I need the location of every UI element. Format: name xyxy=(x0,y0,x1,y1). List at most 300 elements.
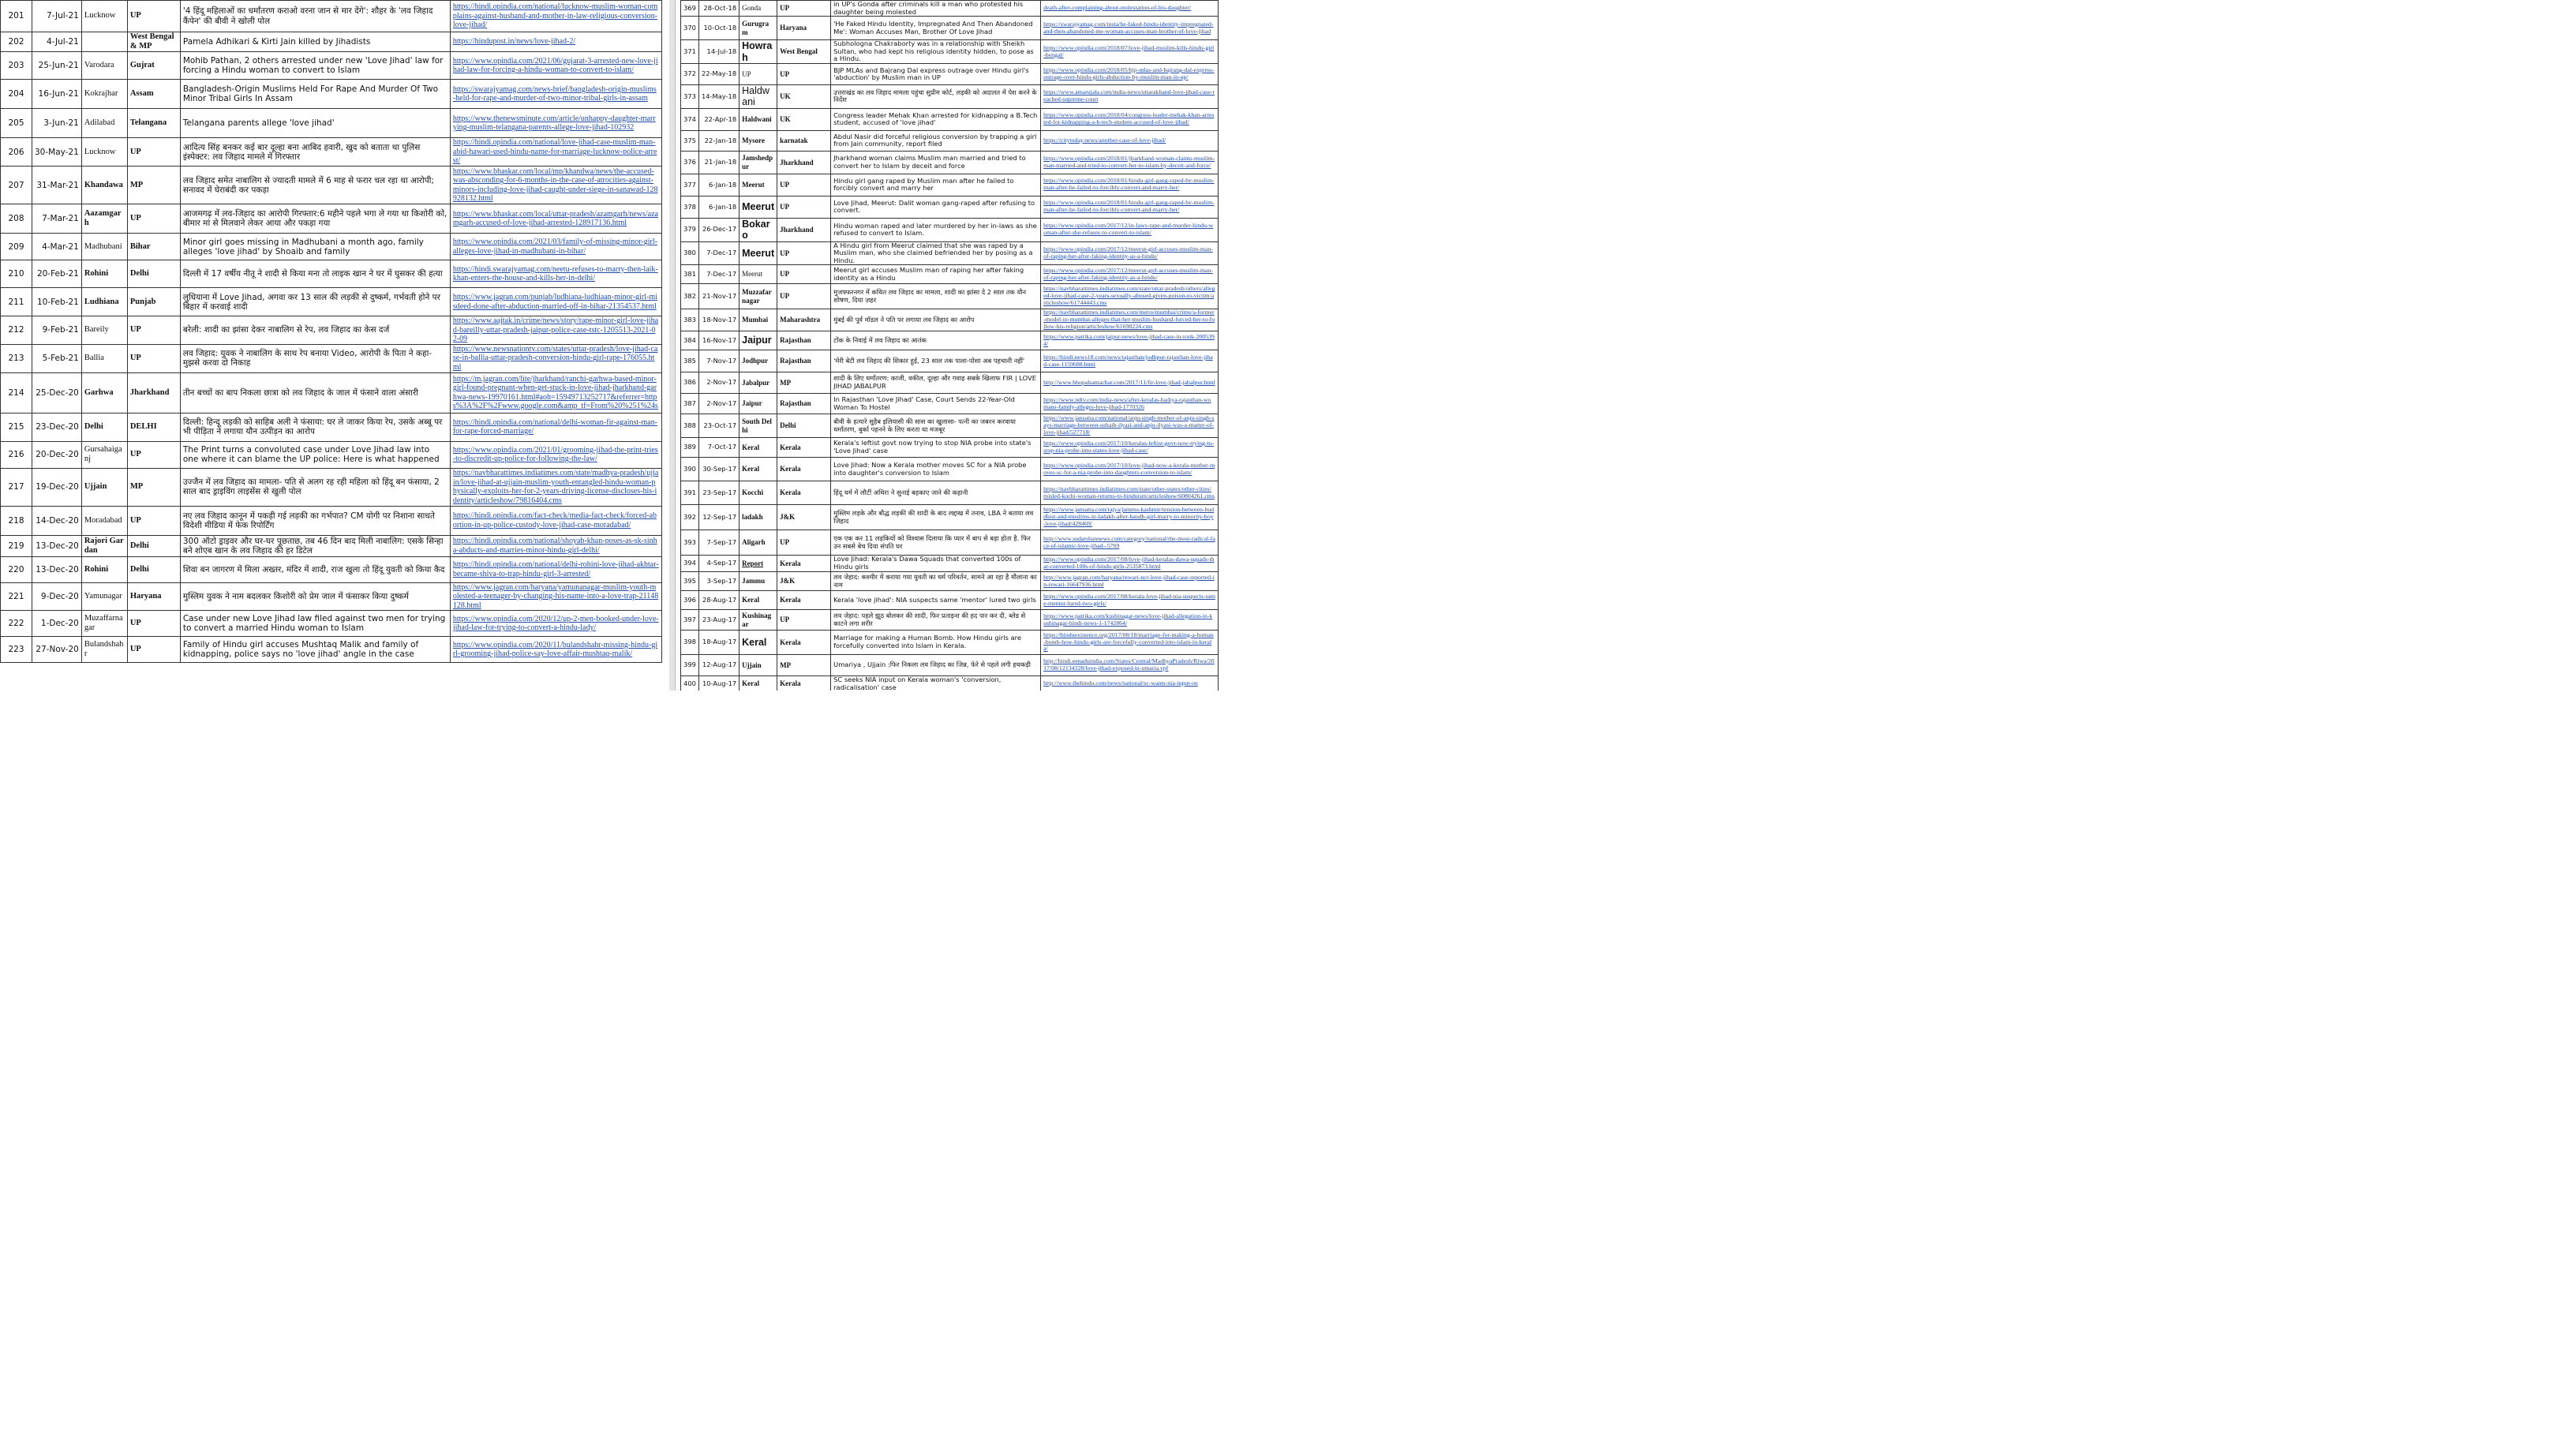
city-cell: Haldwani xyxy=(739,85,777,109)
right-table xyxy=(680,0,1219,690)
table-row xyxy=(1,316,662,345)
serial-number-cell: 385 xyxy=(681,350,699,372)
state-cell: UK xyxy=(777,108,831,130)
source-url-link[interactable]: http://www.jagran.com/haryana/rewari-ncr-love-jihad-case-reported-in-rewari-16647936.html xyxy=(1041,572,1219,591)
headline-cell: Subhologna Chakraborty was in a relationship with Sheikh Sultan, who had kept his religious identity hidden, to pose as a Hindu. xyxy=(831,40,1041,64)
serial-number-cell: 217 xyxy=(1,468,32,506)
source-url-link[interactable]: https://www.opindia.com/2017/12/meerut-girl-accuses-muslim-man-of-raping-her-after-faking-identity-as-a-hindu/ xyxy=(1041,265,1219,284)
serial-number-cell: 374 xyxy=(681,108,699,130)
source-url-link[interactable]: https://www.opindia.com/2017/08/kerala-love-jihad-nia-suspects-same-mentor-lured-two-girls/ xyxy=(1041,591,1219,610)
state-cell: Jharkhand xyxy=(777,218,831,241)
source-url-link[interactable]: https://hinduexistence.org/2017/08/18/marriage-for-making-a-human-bomb-how-hindu-girls-are-forcefully-converted-into-islam-in-kerala/ xyxy=(1041,631,1219,655)
table-row xyxy=(1,535,662,556)
city-cell: Howrah xyxy=(739,40,777,64)
table-row xyxy=(681,196,1219,218)
source-url-link[interactable]: http://hindi.eenaduindia.com/States/Central/MadhyaPradesh/Riwa/2017/08/12134328/love-jihad-exposed-in-umaria.vpf xyxy=(1041,655,1219,676)
source-url-link[interactable]: https://www.patrika.com/kushinagar-news/love-jihad-allegation-in-kushinagar-hindi-news-1-1742864/ xyxy=(1041,610,1219,631)
page-divider xyxy=(669,0,675,690)
state-cell: UP xyxy=(777,284,831,309)
headline-cell: उज्जैन में लव जिहाद का मामला- पति से अलग रह रही महिला को हिंदू बन फंसाया, 2 साल बाद ड्राइविंग लाइसेंस से खुली पोल xyxy=(180,468,450,506)
serial-number-cell: 210 xyxy=(1,260,32,288)
serial-number-cell: 204 xyxy=(1,80,32,109)
left-table xyxy=(0,0,662,663)
date-cell: 9-Feb-21 xyxy=(32,316,82,345)
state-cell: Delhi xyxy=(127,535,180,556)
serial-number-cell: 384 xyxy=(681,331,699,350)
city-cell xyxy=(81,32,127,52)
city-cell: Bokaro xyxy=(739,218,777,241)
left-page xyxy=(0,0,663,690)
date-cell: 28-Aug-17 xyxy=(699,591,739,610)
serial-number-cell: 214 xyxy=(1,372,32,413)
headline-cell: Love Jihad: Now a Kerala mother moves SC for a NIA probe into daughter's conversion to Islam xyxy=(831,458,1041,481)
date-cell: 18-Aug-17 xyxy=(699,631,739,655)
headline-cell: शिवा बन जागरण में मिला अख्तर, मंदिर में शादी, राज खुला तो हिंदू युवती को किया कैद xyxy=(180,556,450,582)
source-url-link[interactable]: https://hindupost.in/news/love-jihad-2/ xyxy=(450,32,661,52)
date-cell: 27-Nov-20 xyxy=(32,637,82,663)
city-cell: Ballia xyxy=(81,344,127,372)
source-url-link[interactable]: https://www.jagran.com/haryana/yamunanagar-muslim-youth-molested-a-teenager-by-changing-his-name-into-a-love-trap-21148128.html xyxy=(450,582,661,611)
headline-cell: Abdul Nasir did forceful religious conversion by trapping a girl from Jain community, report filed xyxy=(831,130,1041,151)
headline-cell: तीन बच्चों का बाप निकला छात्रा को लव जिहाद के जाल में फंसाने वाला अंसारी xyxy=(180,372,450,413)
source-url-link[interactable]: https://www.opindia.com/2018/01/hindu-girl-gang-raped-by-muslim-man-after-he-failed-to-forcibly-convert-and-marry-her/ xyxy=(1041,174,1219,196)
city-cell: Aazamgarh xyxy=(81,204,127,234)
date-cell: 4-Sep-17 xyxy=(699,556,739,572)
date-cell: 22-May-18 xyxy=(699,64,739,85)
city-cell: Gursahaiganj xyxy=(81,441,127,468)
headline-cell: लव जेहाद: पहले झूठ बोलकर की शादी, फिर प्रताड़ना की हद पार कर दी, ब्लेड से काटने लगा शरीर xyxy=(831,610,1041,631)
city-cell: Jabalpur xyxy=(739,372,777,394)
table-row xyxy=(1,506,662,535)
headline-cell: उत्तराखंड का लव जिहाद मामला पहुंचा सुप्रीम कोर्ट, लड़की को अदालत में पेश करने के निर्देश xyxy=(831,85,1041,109)
table-row xyxy=(1,344,662,372)
city-cell: Varodara xyxy=(81,52,127,80)
serial-number-cell: 215 xyxy=(1,413,32,441)
date-cell: 9-Dec-20 xyxy=(32,582,82,611)
date-cell: 4-Mar-21 xyxy=(32,234,82,260)
table-row xyxy=(681,556,1219,572)
headline-cell: Umariya , Ujjain :फिर निकला लव जिहाद का जिन्न, फेरे से पहले लगी हथकड़ी xyxy=(831,655,1041,676)
headline-cell: एक एक कर 11 लड़कियों को विश्वास दिलाया कि प्यार में बाप से बड़ा होता है. फिर उन सबसे बेच दिया संपति घर xyxy=(831,530,1041,556)
headline-cell: '4 हिंदू महिलाओं का धर्मांतरण कराओ वरना जान से मार देंगे': शौहर के 'लव जिहाद कैंपेन' की बीवी ने खोली पोल xyxy=(180,1,450,32)
state-cell: Kerala xyxy=(777,556,831,572)
serial-number-cell: 221 xyxy=(1,582,32,611)
source-url-link[interactable]: death-after-complaining-about-molestation-of-his-daughter/ xyxy=(1041,1,1219,17)
table-row xyxy=(1,52,662,80)
headline-cell: A Hindu girl from Meerut claimed that she was raped by a Muslim man, who she claimed befriended her by posing as a Hindu. xyxy=(831,241,1041,265)
table-row xyxy=(681,64,1219,85)
date-cell: 30-May-21 xyxy=(32,138,82,167)
table-row xyxy=(681,481,1219,505)
city-cell: Ujjain xyxy=(739,655,777,676)
serial-number-cell: 391 xyxy=(681,481,699,505)
headline-cell: Jharkhand woman claims Muslim man married and tried to convert her to Islam by deceit and force xyxy=(831,151,1041,174)
city-cell: Meerut xyxy=(739,196,777,218)
headline-cell: आजमगढ़ में लव-जिहाद का आरोपी गिरफ्तार:6 महीने पहले भगा ले गया था किशोरी को, बीमार मां से मिलवाने लेकर आया और पकड़ा गया xyxy=(180,204,450,234)
source-url-link[interactable]: https://www.opindia.com/2017/12/in-laws-rape-and-murder-hindu-woman-after-she-refuses-to-convert-to-islam/ xyxy=(1041,218,1219,241)
serial-number-cell: 369 xyxy=(681,1,699,17)
city-cell: Lucknow xyxy=(81,138,127,167)
city-cell: ladakh xyxy=(739,505,777,530)
source-url-link[interactable]: https://www.jansatta.com/national/anju-singh-mother-of-anju-singh-says-marriage-between-suhaib-ilyasi-and-anju-ilyasi-was-a-matter-of-love-jihad/527718/ xyxy=(1041,414,1219,438)
source-url-link[interactable]: https://www.ndtv.com/india-news/after-keralas-hadiya-rajasthan-womans-family-alleges-love-jihad-1770326 xyxy=(1041,394,1219,414)
source-url-link[interactable]: http://www.bhopalsamachar.com/2017/11/fir-love-jihad-jabalpur.html xyxy=(1041,372,1219,394)
serial-number-cell: 375 xyxy=(681,130,699,151)
state-cell: Delhi xyxy=(777,414,831,438)
serial-number-cell: 372 xyxy=(681,64,699,85)
source-url-link[interactable]: https://hindi.opindia.com/national/shoyab-khan-poses-as-sk-sinha-abducts-and-marries-minor-hindu-girl-delhi/ xyxy=(450,535,661,556)
city-cell: Keral xyxy=(739,438,777,458)
date-cell: 4-Jul-21 xyxy=(32,32,82,52)
headline-cell: हिंदू धर्म में लौटीं अथिरा ने सुनाई बहकाए जाने की कहानी xyxy=(831,481,1041,505)
city-cell: Gurugram xyxy=(739,17,777,40)
table-row xyxy=(681,631,1219,655)
state-cell: Rajasthan xyxy=(777,350,831,372)
serial-number-cell: 386 xyxy=(681,372,699,394)
state-cell: DELHI xyxy=(127,413,180,441)
table-row xyxy=(1,1,662,32)
date-cell: 25-Dec-20 xyxy=(32,372,82,413)
serial-number-cell: 213 xyxy=(1,344,32,372)
source-url-link[interactable]: https://navbharattimes.indiatimes.com/state/uttar-pradesh/others/alleged-love-jihad-case-2-years-sexually-abused-given-poison-to-victim/articleshow/61744443.cms xyxy=(1041,284,1219,309)
headline-cell: Pamela Adhikari & Kirti Jain killed by Jihadists xyxy=(180,32,450,52)
table-row xyxy=(681,530,1219,556)
state-cell: UP xyxy=(777,174,831,196)
date-cell: 2-Nov-17 xyxy=(699,372,739,394)
city-cell: Jaipur xyxy=(739,394,777,414)
headline-cell: Hindu girl gang raped by Muslim man after he failed to forcibly convert and marry her xyxy=(831,174,1041,196)
serial-number-cell: 211 xyxy=(1,288,32,316)
date-cell: 14-May-18 xyxy=(699,85,739,109)
headline-cell: In Rajasthan 'Love Jihad' Case, Court Sends 22-Year-Old Woman To Hostel xyxy=(831,394,1041,414)
table-row xyxy=(1,441,662,468)
state-cell: UP xyxy=(777,241,831,265)
source-url-link[interactable]: https://www.opindia.com/2021/03/family-of-missing-minor-girl-alleges-love-jihad-in-madhubani-in-bihar/ xyxy=(450,234,661,260)
headline-cell: लुधियाना में Love Jihad, अगवा कर 13 साल की लड़की से दुष्कर्म, गर्भवती होने पर बिहार में करवाई शादी xyxy=(180,288,450,316)
city-cell: Adilabad xyxy=(81,109,127,138)
source-url-link[interactable]: https://citytoday.news/another-case-of-love-jihad/ xyxy=(1041,130,1219,151)
date-cell: 3-Jun-21 xyxy=(32,109,82,138)
state-cell: Delhi xyxy=(127,556,180,582)
date-cell: 23-Oct-17 xyxy=(699,414,739,438)
headline-cell: Telangana parents allege 'love jihad' xyxy=(180,109,450,138)
headline-cell: Minor girl goes missing in Madhubani a month ago, family alleges 'love jihad' by Shoaib and family xyxy=(180,234,450,260)
source-url-link[interactable]: https://www.opindia.com/2018/01/hindu-girl-gang-raped-by-muslim-man-after-he-failed-to-forcibly-convert-and-marry-her/ xyxy=(1041,196,1219,218)
city-cell: Report xyxy=(739,556,777,572)
source-url-link[interactable]: https://www.jansatta.com/rajya/jammu-kashmir/tension-between-buddhist-and-muslims-in-ladakh-after-baudh-girl-marry-to-minority-boy-love-jihad/428469/ xyxy=(1041,505,1219,530)
source-url-link[interactable]: https://www.opindia.com/2018/07/love-jihad-muslim-kills-hindu-girl-bengal/ xyxy=(1041,40,1219,64)
source-url-link[interactable]: https://hindi.news18.com/news/rajasthan/jodhpur-rajasthan-love-jihad-case-1159688.html xyxy=(1041,350,1219,372)
table-row xyxy=(681,130,1219,151)
source-url-link[interactable]: https://www.patrika.com/jaipur-news/love-jihad-case-in-tonk-2005394/ xyxy=(1041,331,1219,350)
city-cell: Delhi xyxy=(81,413,127,441)
state-cell: Maharashtra xyxy=(777,309,831,331)
date-cell: 14-Jul-18 xyxy=(699,40,739,64)
state-cell: UP xyxy=(127,204,180,234)
date-cell: 7-Dec-17 xyxy=(699,241,739,265)
state-cell: Jharkhand xyxy=(777,151,831,174)
date-cell: 7-Oct-17 xyxy=(699,438,739,458)
city-cell: Meerut xyxy=(739,265,777,284)
state-cell: UP xyxy=(777,530,831,556)
source-url-link[interactable]: https://navbharattimes.indiatimes.com/state/madhya-pradesh/ujjain/love-jihad-at-ujjain-muslim-youth-entangled-hindu-woman-physically-exploits-her-for-2-years-driving-license-discloses-his-identity/articleshow/79816404.cms xyxy=(450,468,661,506)
source-url-link[interactable]: https://hindi.opindia.com/national/lucknow-muslim-woman-complains-against-husband-and-mother-in-law-religious-conversion-love-jihad/ xyxy=(450,1,661,32)
serial-number-cell: 202 xyxy=(1,32,32,52)
city-cell: Keral xyxy=(739,631,777,655)
serial-number-cell: 212 xyxy=(1,316,32,345)
date-cell: 19-Dec-20 xyxy=(32,468,82,506)
source-url-link[interactable]: https://hindi.swarajyamag.com/neetu-refuses-to-marry-then-laik-khan-enters-the-house-and-kills-her-in-delhi/ xyxy=(450,260,661,288)
date-cell: 31-Mar-21 xyxy=(32,167,82,204)
headline-cell: लव जेहाद: कश्मीर में कराया गया युवती का धर्म परिवर्तन, सामने आ रहा है मौलाना का नाम xyxy=(831,572,1041,591)
source-url-link[interactable]: https://www.opindia.com/2018/04/congress-leader-mehak-khan-arrested-for-kidnapping-a-b-tech-student-accused-of-love-jihad/ xyxy=(1041,108,1219,130)
state-cell: Haryana xyxy=(777,17,831,40)
state-cell: UP xyxy=(127,441,180,468)
serial-number-cell: 390 xyxy=(681,458,699,481)
headline-cell: लव जिहाद समेत नाबालिग से ज्यादती मामले में 6 माह से फरार चल रहा था आरोपी; सनावद में घेराबंदी कर पकड़ा xyxy=(180,167,450,204)
serial-number-cell: 392 xyxy=(681,505,699,530)
source-url-link[interactable]: https://www.bhaskar.com/local/uttar-pradesh/azamgarh/news/azamgarh-accused-of-love-jihad-arrested-128917136.html xyxy=(450,204,661,234)
source-url-link[interactable]: https://www.newsnationtv.com/states/uttar-pradesh/love-jihad-case-in-ballia-uttar-pradesh-conversion-hindu-girl-rape-176055.html xyxy=(450,344,661,372)
source-url-link[interactable]: https://www.opindia.com/2017/08/love-jihad-keralas-dawa-squads-that-converted-100s-of-hindu-girls-2535873.html xyxy=(1041,556,1219,572)
date-cell: 6-Jan-18 xyxy=(699,174,739,196)
table-row xyxy=(681,438,1219,458)
city-cell: Kushinagar xyxy=(739,610,777,631)
table-row xyxy=(681,17,1219,40)
serial-number-cell: 209 xyxy=(1,234,32,260)
state-cell: Gujrat xyxy=(127,52,180,80)
table-row xyxy=(681,40,1219,64)
serial-number-cell: 205 xyxy=(1,109,32,138)
state-cell: Punjab xyxy=(127,288,180,316)
serial-number-cell: 399 xyxy=(681,655,699,676)
date-cell: 3-Sep-17 xyxy=(699,572,739,591)
state-cell: J&K xyxy=(777,572,831,591)
source-url-link[interactable]: https://www.opindia.com/2021/06/gujarat-3-arrested-new-love-jihad-law-for-forcing-a-hindu-woman-to-convert-to-islam/ xyxy=(450,52,661,80)
city-cell: UP xyxy=(739,64,777,85)
city-cell: Kocchi xyxy=(739,481,777,505)
date-cell: 21-Jan-18 xyxy=(699,151,739,174)
state-cell: Kerala xyxy=(777,591,831,610)
state-cell: UP xyxy=(127,138,180,167)
serial-number-cell: 396 xyxy=(681,591,699,610)
date-cell: 30-Sep-17 xyxy=(699,458,739,481)
table-row xyxy=(681,591,1219,610)
state-cell: UP xyxy=(777,196,831,218)
date-cell: 7-Dec-17 xyxy=(699,265,739,284)
source-url-link[interactable]: https://www.opindia.com/2017/10/keralas-leftist-govt-now-trying-to-stop-nia-probe-into-states-love-jihad-case/ xyxy=(1041,438,1219,458)
city-cell: Muzaffarnagar xyxy=(81,611,127,637)
source-url-link[interactable]: https://swarajyamag.com/insta/he-faked-hindu-identity-impregnated-and-then-abandoned-me-woman-accuses-man-brother-of-love-jihad xyxy=(1041,17,1219,40)
date-cell: 22-Jan-18 xyxy=(699,130,739,151)
headline-cell: दिल्ली: हिन्दू लड़की को साहिब अली ने फंसाया: घर ले जाकर किया रेप, उसके अब्बू पर भी पीड़िता ने लगाया यौन उत्पीड़न का आरोप xyxy=(180,413,450,441)
state-cell: karnatak xyxy=(777,130,831,151)
source-url-link[interactable]: https://www.amarujala.com/india-news/uttarakhand-love-jihad-case-reached-supreme-court xyxy=(1041,85,1219,109)
headline-cell: Kerala 'love jihad': NIA suspects same 'mentor' lured two girls xyxy=(831,591,1041,610)
city-cell: Yamunagar xyxy=(81,582,127,611)
source-url-link[interactable]: https://hindi.opindia.com/national/delhi-rohini-love-jihad-akhtar-became-shiva-to-trap-hindu-girl-3-arrested/ xyxy=(450,556,661,582)
date-cell: 10-Feb-21 xyxy=(32,288,82,316)
table-row xyxy=(681,572,1219,591)
table-row xyxy=(681,414,1219,438)
headline-cell: Congress leader Mehak Khan arrested for kidnapping a B.Tech student, accused of 'love jihad' xyxy=(831,108,1041,130)
headline-cell: Family of Hindu girl accuses Mushtaq Malik and family of kidnapping, police says no 'love jihad' angle in the case xyxy=(180,637,450,663)
city-cell: Ludhiana xyxy=(81,288,127,316)
city-cell: Khandawa xyxy=(81,167,127,204)
source-url-link[interactable]: https://www.opindia.com/2018/05/bjp-mlas-and-bajrang-dal-express-outrage-over-hindu-girls-abduction-by-muslim-man-in-up/ xyxy=(1041,64,1219,85)
headline-cell: लव जिहाद: युवक ने नाबालिग के साथ रेप बनाया Video, आरोपी के पिता ने कहा- मुझसे करवा दो निकाह xyxy=(180,344,450,372)
table-row xyxy=(681,265,1219,284)
serial-number-cell: 398 xyxy=(681,631,699,655)
table-row xyxy=(681,331,1219,350)
date-cell: 2-Nov-17 xyxy=(699,394,739,414)
source-url-link[interactable]: https://m.jagran.com/lite/jharkhand/ranchi-garhwa-based-minor-girl-found-pregnant-when-get-stuck-in-love-jihad-jharkhand-garhwa-news-19970161.html#aoh=15949713252717&referrer=https%3A%2F%2Fwww.google.com&amp_tf=From%20%251%24s xyxy=(450,372,661,413)
city-cell: Garhwa xyxy=(81,372,127,413)
table-row xyxy=(681,610,1219,631)
serial-number-cell: 389 xyxy=(681,438,699,458)
source-url-link[interactable]: https://www.opindia.com/2021/01/grooming-jihad-the-print-tries-to-discredit-up-police-for-following-the-law/ xyxy=(450,441,661,468)
serial-number-cell: 203 xyxy=(1,52,32,80)
date-cell: 1-Dec-20 xyxy=(32,611,82,637)
city-cell: Jodhpur xyxy=(739,350,777,372)
table-row xyxy=(1,109,662,138)
city-cell: Jammu xyxy=(739,572,777,591)
headline-cell: SC seeks NIA input on Kerala woman's 'conversion, radicalisation' case xyxy=(831,676,1041,690)
source-url-link[interactable]: https://hindi.opindia.com/national/delhi-woman-fir-against-man-for-rape-forced-marriage/ xyxy=(450,413,661,441)
city-cell: Jaipur xyxy=(739,331,777,350)
state-cell: Assam xyxy=(127,80,180,109)
table-row xyxy=(1,32,662,52)
headline-cell: Kerala's leftist govt now trying to stop NIA probe into state's 'Love Jihad' case xyxy=(831,438,1041,458)
date-cell: 7-Jul-21 xyxy=(32,1,82,32)
table-row xyxy=(1,234,662,260)
headline-cell: बरेली: शादी का झांसा देकर नाबालिग से रेप, लव जिहाद का केस दर्ज xyxy=(180,316,450,345)
serial-number-cell: 201 xyxy=(1,1,32,32)
table-row xyxy=(681,284,1219,309)
state-cell: Rajasthan xyxy=(777,394,831,414)
headline-cell: दिल्ली में 17 वर्षीय नीतू ने शादी से किया मना तो लाइक खान ने घर में घुसकर की हत्या xyxy=(180,260,450,288)
headline-cell: in UP's Gonda after criminals kill a man who protested his daughter being molested xyxy=(831,1,1041,17)
city-cell: Rohini xyxy=(81,260,127,288)
source-url-link[interactable]: https://www.jagran.com/punjab/ludhiana-ludhiaan-minor-girl-misdeed-done-after-abduction-married-off-in-bihar-21354537.html xyxy=(450,288,661,316)
headline-cell: BJP MLAs and Bajrang Dal express outrage over Hindu girl's 'abduction' by Muslim man in UP xyxy=(831,64,1041,85)
source-url-link[interactable]: https://www.opindia.com/2020/11/bulandshahr-missing-hindu-girl-grooming-jihad-police-say-love-affair-mushtaq-malik/ xyxy=(450,637,661,663)
city-cell: Meerut xyxy=(739,174,777,196)
headline-cell: शादी के लिए धर्मांतरण: काजी, वकील, दूल्हा और गवाह सबके खिलाफ FIR | LOVE JIHAD JABALPUR xyxy=(831,372,1041,394)
table-row xyxy=(681,676,1219,690)
source-url-link[interactable]: http://www.thehindu.com/news/national/sc-wants-nia-input-on xyxy=(1041,676,1219,690)
table-row xyxy=(1,288,662,316)
date-cell: 16-Nov-17 xyxy=(699,331,739,350)
headline-cell: आदित्य सिंह बनकर कई बार दूल्हा बना आबिद हवारी, खुद को बताता था पुलिस इंस्पेक्टर: लव जिहाद मामले में गिरफ्तार xyxy=(180,138,450,167)
source-url-link[interactable]: https://www.opindia.com/2017/12/meerut-girl-accuses-muslim-man-of-raping-her-after-faking-identity-as-a-hindu/ xyxy=(1041,241,1219,265)
serial-number-cell: 373 xyxy=(681,85,699,109)
city-cell: Keral xyxy=(739,458,777,481)
serial-number-cell: 380 xyxy=(681,241,699,265)
source-url-link[interactable]: https://www.thenewsminute.com/article/unhappy-daughter-marrying-muslim-telangana-parents-allege-love-jihad-102932 xyxy=(450,109,661,138)
source-url-link[interactable]: https://www.bhaskar.com/local/mp/khandwa/news/the-accused-was-absconding-for-6-months-in-the-case-of-atrocities-against-minors-including-love-jihad-caught-under-siege-in-sanawad-128928132.html xyxy=(450,167,661,204)
page-divider-line xyxy=(675,0,676,690)
state-cell: Bihar xyxy=(127,234,180,260)
state-cell: MP xyxy=(127,468,180,506)
city-cell: Muzzafarnagar xyxy=(739,284,777,309)
date-cell: 13-Dec-20 xyxy=(32,556,82,582)
date-cell: 12-Sep-17 xyxy=(699,505,739,530)
serial-number-cell: 383 xyxy=(681,309,699,331)
state-cell: UP xyxy=(777,64,831,85)
serial-number-cell: 379 xyxy=(681,218,699,241)
source-url-link[interactable]: https://www.opindia.com/2018/01/jharkhand-woman-claims-muslim-man-married-and-tried-to-convert-her-to-islam-by-deceit-and-force/ xyxy=(1041,151,1219,174)
state-cell: MP xyxy=(777,655,831,676)
city-cell: Keral xyxy=(739,591,777,610)
city-cell: Bulandshahr xyxy=(81,637,127,663)
headline-cell: Bangladesh-Origin Muslims Held For Rape And Murder Of Two Minor Tribal Girls In Assam xyxy=(180,80,450,109)
table-row xyxy=(681,372,1219,394)
source-url-link[interactable]: https://navbharattimes.indiatimes.com/state/other-states/other-cities/misled-kochi-woman-returns-to-hinduism/articleshow/60804261.cms xyxy=(1041,481,1219,505)
table-row xyxy=(1,413,662,441)
source-url-link[interactable]: https://www.opindia.com/2017/10/love-jihad-now-a-kerala-mother-moves-sc-for-a-nia-probe-into-daughters-conversion-to-islam/ xyxy=(1041,458,1219,481)
serial-number-cell: 223 xyxy=(1,637,32,663)
date-cell: 7-Mar-21 xyxy=(32,204,82,234)
state-cell: UP xyxy=(777,265,831,284)
serial-number-cell: 219 xyxy=(1,535,32,556)
source-url-link[interactable]: https://hindi.opindia.com/fact-check/media-fact-check/forced-abortion-in-up-police-custody-love-jihad-case-moradabad/ xyxy=(450,506,661,535)
headline-cell: Love Jihad: Kerala's Dawa Squads that converted 100s of Hindu girls xyxy=(831,556,1041,572)
table-row xyxy=(1,80,662,109)
date-cell: 23-Dec-20 xyxy=(32,413,82,441)
headline-cell: Mohib Pathan, 2 others arrested under new 'Love Jihad' law for forcing a Hindu woman to convert to Islam xyxy=(180,52,450,80)
source-url-link[interactable]: http://www.sudarshannews.com/category/national/the-most-radical-face-of-islamic-love-jihad--5769 xyxy=(1041,530,1219,556)
table-row xyxy=(681,1,1219,17)
state-cell: Telangana xyxy=(127,109,180,138)
source-url-link[interactable]: https://swarajyamag.com/news-brief/bangladesh-origin-muslims-held-for-rape-and-murder-of-two-minor-tribal-girls-in-assam xyxy=(450,80,661,109)
table-row xyxy=(681,458,1219,481)
source-url-link[interactable]: https://navbharattimes.indiatimes.com/metro/mumbai/crime/a-former-model-in-mumbai-alleges-that-her-muslim-husband-forced-her-to-follow-his-religion/articleshow/61698224.cms xyxy=(1041,309,1219,331)
headline-cell: The Print turns a convoluted case under Love Jihad law into one where it can blame the UP police: Here is what happened xyxy=(180,441,450,468)
serial-number-cell: 400 xyxy=(681,676,699,690)
state-cell: Jharkhand xyxy=(127,372,180,413)
table-row xyxy=(1,468,662,506)
city-cell: Kokrajhar xyxy=(81,80,127,109)
headline-cell: बीवी के हत्यारे सुहैब इलियासी की सास का खुलासा- पत्नी का जबरन करवाया धर्मांतरण, बुर्का पहनने के लिए करता था मजबूर xyxy=(831,414,1041,438)
serial-number-cell: 381 xyxy=(681,265,699,284)
city-cell: Lucknow xyxy=(81,1,127,32)
serial-number-cell: 388 xyxy=(681,414,699,438)
date-cell: 13-Dec-20 xyxy=(32,535,82,556)
city-cell: Meerut xyxy=(739,241,777,265)
city-cell: Bareily xyxy=(81,316,127,345)
date-cell: 18-Nov-17 xyxy=(699,309,739,331)
date-cell: 20-Dec-20 xyxy=(32,441,82,468)
headline-cell: मुजफ्फरनगर में कथित लव जिहाद का मामला, शादी का झांसा दे 2 साल तक यौन शोषण, दिया ज़हर xyxy=(831,284,1041,309)
source-url-link[interactable]: https://www.aajtak.in/crime/news/story/rape-minor-girl-love-jihad-bareilly-uttar-pradesh-jaipur-police-case-tstc-1205513-2021-02-09 xyxy=(450,316,661,345)
serial-number-cell: 393 xyxy=(681,530,699,556)
date-cell: 21-Nov-17 xyxy=(699,284,739,309)
state-cell: UP xyxy=(777,610,831,631)
serial-number-cell: 387 xyxy=(681,394,699,414)
date-cell: 23-Aug-17 xyxy=(699,610,739,631)
serial-number-cell: 370 xyxy=(681,17,699,40)
source-url-link[interactable]: https://www.opindia.com/2020/12/up-2-men-booked-under-love-jihad-law-for-trying-to-convert-a-hindu-lady/ xyxy=(450,611,661,637)
state-cell: Kerala xyxy=(777,438,831,458)
city-cell: Mumbai xyxy=(739,309,777,331)
source-url-link[interactable]: https://hindi.opindia.com/national/love-jihad-case-muslim-man-abid-hawari-used-hindu-name-for-marriage-lucknow-police-arrest/ xyxy=(450,138,661,167)
headline-cell: टोंक के निवाई में लव जिहाद का आतंक xyxy=(831,331,1041,350)
table-row xyxy=(681,309,1219,331)
city-cell: Madhubani xyxy=(81,234,127,260)
serial-number-cell: 207 xyxy=(1,167,32,204)
headline-cell: Meerut girl accuses Muslim man of raping her after faking identity as a Hindu xyxy=(831,265,1041,284)
